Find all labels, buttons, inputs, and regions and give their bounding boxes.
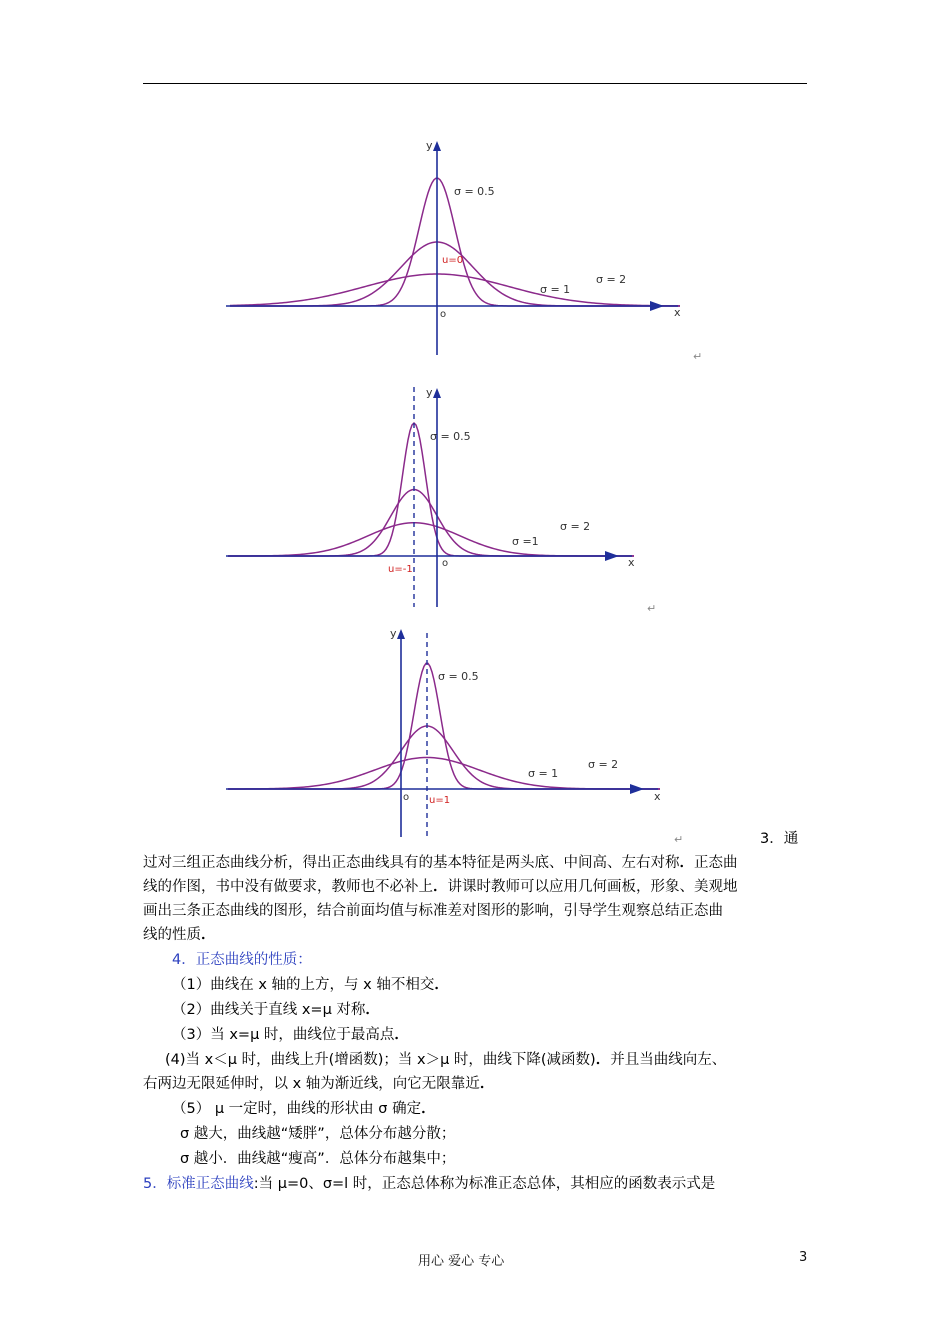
sigma-label-1: σ =1 bbox=[512, 535, 539, 548]
property-4-tail: 并且当曲线向左、 bbox=[610, 1052, 727, 1068]
sigma-label-1: σ = 1 bbox=[540, 283, 571, 296]
return-mark: ↵ bbox=[693, 350, 703, 363]
normal-curve-figure-mu-minus-1 bbox=[220, 382, 690, 607]
x-axis-label: x bbox=[674, 306, 681, 319]
property-5a: σ 越大，曲线越“矮胖”，总体分布越分散； bbox=[180, 1126, 456, 1142]
property-4-text: (4)当 x＜μ 时，曲线上升(增函数)；当 x＞μ 时，曲线下降(减函数) bbox=[165, 1052, 596, 1068]
origin-label: o bbox=[442, 558, 449, 569]
section3-line4-text: 线的性质 bbox=[143, 927, 201, 943]
sigma-label-2: σ = 2 bbox=[560, 520, 591, 533]
footer-slogan: 用心 爱心 专心 bbox=[418, 1254, 505, 1269]
property-3: （3）当 x=μ 时，曲线位于最高点． bbox=[172, 1027, 409, 1043]
section3-line1-text: 过对三组正态曲线分析，得出正态曲线具有的基本特征是两头底、中间高、左右对称 bbox=[143, 855, 680, 871]
section5-line bbox=[143, 1174, 715, 1194]
origin-label: o bbox=[440, 309, 447, 320]
x-axis-label: x bbox=[654, 790, 661, 803]
mu-label: u=0 bbox=[442, 255, 464, 266]
sigma-label-0.5: σ = 0.5 bbox=[430, 430, 471, 443]
sigma-label-1: σ = 1 bbox=[528, 767, 559, 780]
section5-heading: 5．标准正态曲线 bbox=[143, 1176, 254, 1192]
property-1: （1）曲线在 x 轴的上方，与 x 轴不相交． bbox=[172, 977, 449, 993]
y-axis-label: y bbox=[426, 139, 433, 152]
return-mark: ↵ bbox=[647, 602, 657, 615]
property-4-line2: 右两边无限延伸时，以 x 轴为渐近线，向它无限靠近． bbox=[143, 1076, 495, 1092]
section3-line3: 画出三条正态曲线的图形，结合前面均值与标准差对图形的影响，引导学生观察总结正态曲 bbox=[143, 903, 723, 919]
page-number: 3 bbox=[799, 1250, 808, 1265]
section3-line2-tail: 讲课时教师可以应用几何画板，形象、美观地 bbox=[447, 879, 738, 895]
property-5b: σ 越小．曲线越“瘦高”．总体分布越集中； bbox=[180, 1151, 456, 1167]
property-4-line1: (4)当 x＜μ 时，曲线上升(增函数)；当 x＞μ 时，曲线下降(减函数)．并且当曲线向左、 bbox=[165, 1052, 727, 1068]
sigma-label-2: σ = 2 bbox=[596, 273, 627, 286]
section3-number: 3．通 bbox=[760, 831, 799, 847]
sigma-label-0.5: σ = 0.5 bbox=[438, 670, 479, 683]
property-5: （5） μ 一定时，曲线的形状由 σ 确定． bbox=[172, 1101, 436, 1117]
return-mark: ↵ bbox=[674, 833, 684, 846]
property-1-text: （1）曲线在 x 轴的上方，与 x 轴不相交 bbox=[172, 977, 435, 993]
normal-curve-figure-mu-1 bbox=[220, 625, 690, 840]
section3-line1: 过对三组正态曲线分析，得出正态曲线具有的基本特征是两头底、中间高、左右对称．正态曲 bbox=[143, 855, 738, 871]
property-2: （2）曲线关于直线 x=μ 对称． bbox=[172, 1002, 380, 1018]
x-axis-label: x bbox=[628, 556, 635, 569]
sigma-label-0.5: σ = 0.5 bbox=[454, 185, 495, 198]
section4-heading: 4．正态曲线的性质： bbox=[172, 952, 312, 968]
property-3-text: （3）当 x=μ 时，曲线位于最高点 bbox=[172, 1027, 395, 1043]
y-axis-label: y bbox=[426, 386, 433, 399]
mu-label: u=1 bbox=[429, 795, 451, 806]
section5-text: :当 μ=0、σ=l 时，正态总体称为标准正态总体，其相应的函数表示式是 bbox=[253, 1176, 716, 1192]
section3-line4: 线的性质． bbox=[143, 927, 216, 943]
normal-curve-figure-mu-0 bbox=[220, 135, 690, 360]
origin-label: o bbox=[403, 792, 410, 803]
header-rule bbox=[143, 83, 807, 84]
property-4-line2-text: 右两边无限延伸时，以 x 轴为渐近线，向它无限靠近 bbox=[143, 1076, 480, 1092]
property-5-text: （5） μ 一定时，曲线的形状由 σ 确定 bbox=[172, 1101, 422, 1117]
section3-line2: 线的作图，书中没有做要求，教师也不必补上．讲课时教师可以应用几何画板，形象、美观地 bbox=[143, 879, 738, 895]
section3-line2-text: 线的作图，书中没有做要求，教师也不必补上 bbox=[143, 879, 433, 895]
y-axis-label: y bbox=[390, 627, 397, 640]
sigma-label-2: σ = 2 bbox=[588, 758, 619, 771]
mu-label: u=-1 bbox=[388, 564, 413, 575]
property-2-text: （2）曲线关于直线 x=μ 对称 bbox=[172, 1002, 366, 1018]
section3-line1-tail: 正态曲 bbox=[694, 855, 738, 871]
